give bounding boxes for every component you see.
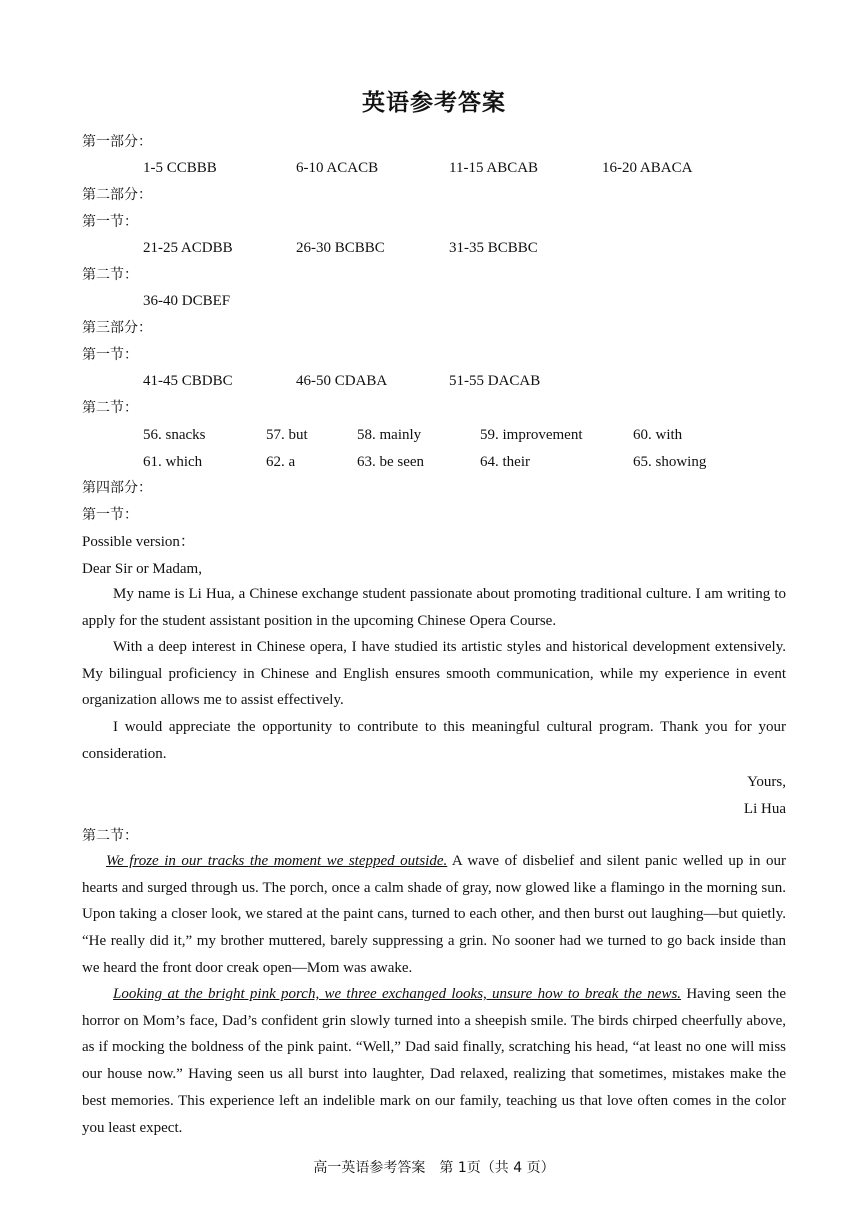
answer-group: 21-25 ACDBB [143,240,233,256]
part3-label: 第三部分： [82,320,152,336]
page-footer: 高一英语参考答案 第 1页（共 4 页） [313,1160,555,1176]
letter-closing: Yours, [747,774,786,790]
letter-greeting: Dear Sir or Madam, [82,561,202,577]
version-label: Possible version： [82,534,195,550]
answer-group: 1-5 CCBBB [143,160,217,176]
cloze-answer: 60. with [633,427,683,443]
letter-paragraph-text: My name is Li Hua, a Chinese exchange student passionate about promoting traditional culture. I am writing to apply for the student assistant position in the upcoming Chinese Opera Course. [82,586,786,629]
part4-sec2-label: 第二节： [82,828,138,844]
story-text: Having seen the horror on Mom’s face, Dad’s confident grin slowly turned into a sheepish smile. The birds chirped cheerfully above, as if mocking the boldness of the pink paint. “Well,” Dad said finally, scratching his head, “at least no one will miss our house now.” Having seen us all burst into laughter, Dad relaxed, realizing that sometimes, mistakes make the best memories. This experience left an indelible mark on our family, teaching us that love often comes in the color you least expect. [82,986,787,1136]
answer-group: 36-40 DCBEF [143,293,231,309]
cloze-answer: 59. improvement [480,427,583,443]
letter-paragraph-text: With a deep interest in Chinese opera, I have studied its artistic styles and historical development extensively. My bilingual proficiency in Chinese and English ensures smooth communication, while my experience in event organization allows me to assist effectively. [82,639,786,709]
part4-sec1-label: 第一节： [82,507,138,523]
cloze-answer: 58. mainly [357,427,422,443]
cloze-answer: 65. showing [633,454,707,470]
answer-group: 46-50 CDABA [296,373,388,389]
answer-group: 31-35 BCBBC [449,240,538,256]
story-paragraph [82,981,786,1141]
answer-group: 16-20 ABACA [602,160,693,176]
part3-sec2-label: 第二节： [82,400,138,416]
given-first-sentence: We froze in our tracks the moment we stepped outside. [106,853,448,869]
story-paragraph [82,848,786,982]
part3-sec1-label: 第一节： [82,347,138,363]
letter-paragraph [82,581,786,634]
part2-label: 第二部分： [82,187,152,203]
page-title: 英语参考答案 [362,90,506,116]
cloze-answer: 57. but [266,427,308,443]
cloze-answer: 64. their [480,454,530,470]
answer-group: 41-45 CBDBC [143,373,233,389]
letter-paragraph [82,714,786,767]
part1-label: 第一部分： [82,134,152,150]
part4-label: 第四部分： [82,480,152,496]
given-first-sentence: Looking at the bright pink porch, we three exchanged looks, unsure how to break the news. [113,986,682,1002]
cloze-answer: 56. snacks [143,427,206,443]
part2-sec2-label: 第二节： [82,267,138,283]
cloze-answer: 63. be seen [357,454,425,470]
story-text: A wave of disbelief and silent panic welled up in our hearts and surged through us. The porch, once a calm shade of gray, now glowed like a flamingo in the morning sun. Upon taking a closer look, we stared at the paint cans, turned to each other, and then burst out laughing—but quietly. “He really did it,” my brother muttered, barely suppressing a grin. No sooner had we turned to go back inside than we heard the front door creak open—Mom was awake. [82,853,786,976]
cloze-answer: 62. a [266,454,296,470]
answer-group: 11-15 ABCAB [449,160,539,176]
answer-group: 51-55 DACAB [449,373,541,389]
letter-paragraph [82,634,786,714]
letter-signature: Li Hua [743,801,786,817]
answer-group: 26-30 BCBBC [296,240,385,256]
part2-sec1-label: 第一节： [82,214,138,230]
answer-group: 6-10 ACACB [296,160,379,176]
letter-paragraph-text: I would appreciate the opportunity to contribute to this meaningful cultural program. Thank you for your consideration. [82,719,786,762]
cloze-answer: 61. which [143,454,203,470]
